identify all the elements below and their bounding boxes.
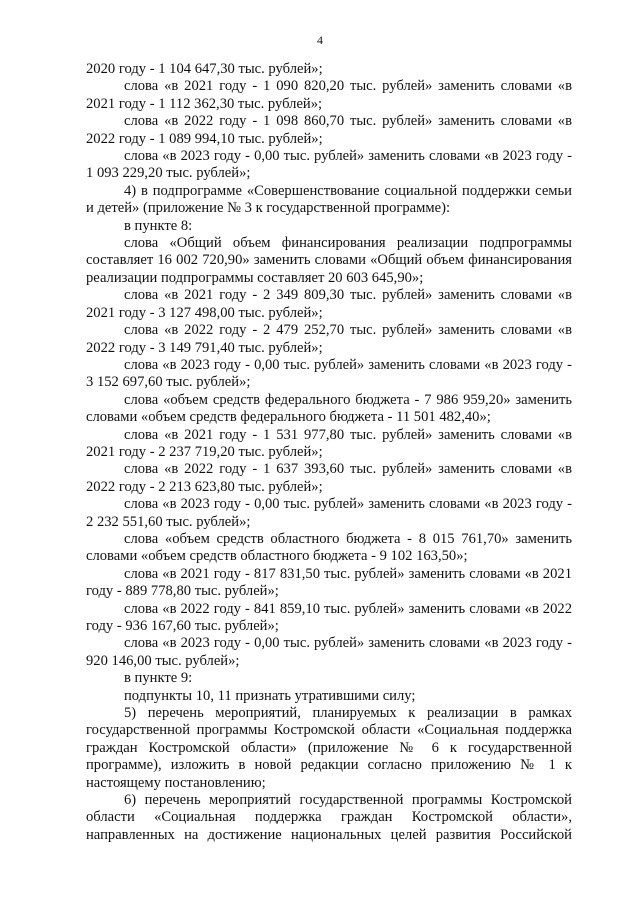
paragraph-continuation: 2020 году - 1 104 647,30 тыс. рублей»; xyxy=(86,61,323,77)
paragraph-amendment: слова «в 2022 году - 2 479 252,70 тыс. рублей» заменить словами «в 2022 году - 3 149 791,40 тыс. рублей»; xyxy=(86,322,572,356)
paragraph-amendment: слова «объем средств федерального бюджета - 7 986 959,20» заменить словами «объем средств федерального бюджета - 11 501 482,40»; xyxy=(86,391,572,426)
document-body xyxy=(86,61,572,844)
paragraph-amendment: слова «в 2022 году - 1 637 393,60 тыс. рублей» заменить словами «в 2022 году - 2 213 623,80 тыс. рублей»; xyxy=(86,461,572,495)
paragraph-amendment: слова «в 2021 году - 1 090 820,20 тыс. рублей» заменить словами «в 2021 году - 1 112 362,30 тыс. рублей»; xyxy=(86,78,572,112)
paragraph-item-6: 6) перечень мероприятий государственной программы Костромской области «Социальная поддержка граждан Костромской области», направленных на достижение национальных целей развития Российской xyxy=(86,792,572,843)
paragraph-amendment: слова «в 2023 году - 0,00 тыс. рублей» заменить словами «в 2023 году - 920 146,00 тыс. рублей»; xyxy=(86,635,572,669)
paragraph-item-4: 4) в подпрограмме «Совершенствование социальной поддержки семьи и детей» (приложение № 3 к государственной программе): xyxy=(86,182,572,217)
paragraph-amendment: слова «в 2021 году - 2 349 809,30 тыс. рублей» заменить словами «в 2021 году - 3 127 498,00 тыс. рублей»; xyxy=(86,287,572,321)
page-number: 4 xyxy=(317,33,323,47)
paragraph-amendment: слова «в 2023 году - 0,00 тыс. рублей» заменить словами «в 2023 году - 2 232 551,60 тыс. рублей»; xyxy=(86,496,572,530)
paragraph-point-8: в пункте 8: xyxy=(124,217,193,234)
paragraph-amendment: слова «Общий объем финансирования реализации подпрограммы составляет 16 002 720,90» заменить словами «Общий объем финансирования реализации подпрограммы составляет 20 603 645,90»; xyxy=(86,235,572,286)
paragraph-item-5: 5) перечень мероприятий, планируемых к реализации в рамках государственной программы Костромской области «Социальная поддержка граждан Костромской области» (приложение № 6 к государственной программе), изложить в новой редакции согласно приложению № 1 к настоящему постановлению; xyxy=(86,705,572,791)
paragraph-amendment: слова «в 2023 году - 0,00 тыс. рублей» заменить словами «в 2023 году - 1 093 229,20 тыс. рублей»; xyxy=(86,148,572,182)
paragraph-subpoints: подпункты 10, 11 признать утратившими силу; xyxy=(124,687,416,704)
paragraph-amendment: слова «в 2022 году - 841 859,10 тыс. рублей» заменить словами «в 2022 году - 936 167,60 тыс. рублей»; xyxy=(86,600,572,634)
paragraph-amendment: слова «объем средств областного бюджета - 8 015 761,70» заменить словами «объем средств областного бюджета - 9 102 163,50»; xyxy=(86,530,572,565)
paragraph-amendment: слова «в 2022 году - 1 098 860,70 тыс. рублей» заменить словами «в 2022 году - 1 089 994,10 тыс. рублей»; xyxy=(86,113,572,147)
paragraph-amendment: слова «в 2021 году - 1 531 977,80 тыс. рублей» заменить словами «в 2021 году - 2 237 719,20 тыс. рублей»; xyxy=(86,426,572,460)
paragraph-amendment: слова «в 2021 году - 817 831,50 тыс. рублей» заменить словами «в 2021 году - 889 778,80 тыс. рублей»; xyxy=(86,565,572,600)
paragraph-amendment: слова «в 2023 году - 0,00 тыс. рублей» заменить словами «в 2023 году - 3 152 697,60 тыс. рублей»; xyxy=(86,356,572,391)
paragraph-point-9: в пункте 9: xyxy=(124,670,193,687)
